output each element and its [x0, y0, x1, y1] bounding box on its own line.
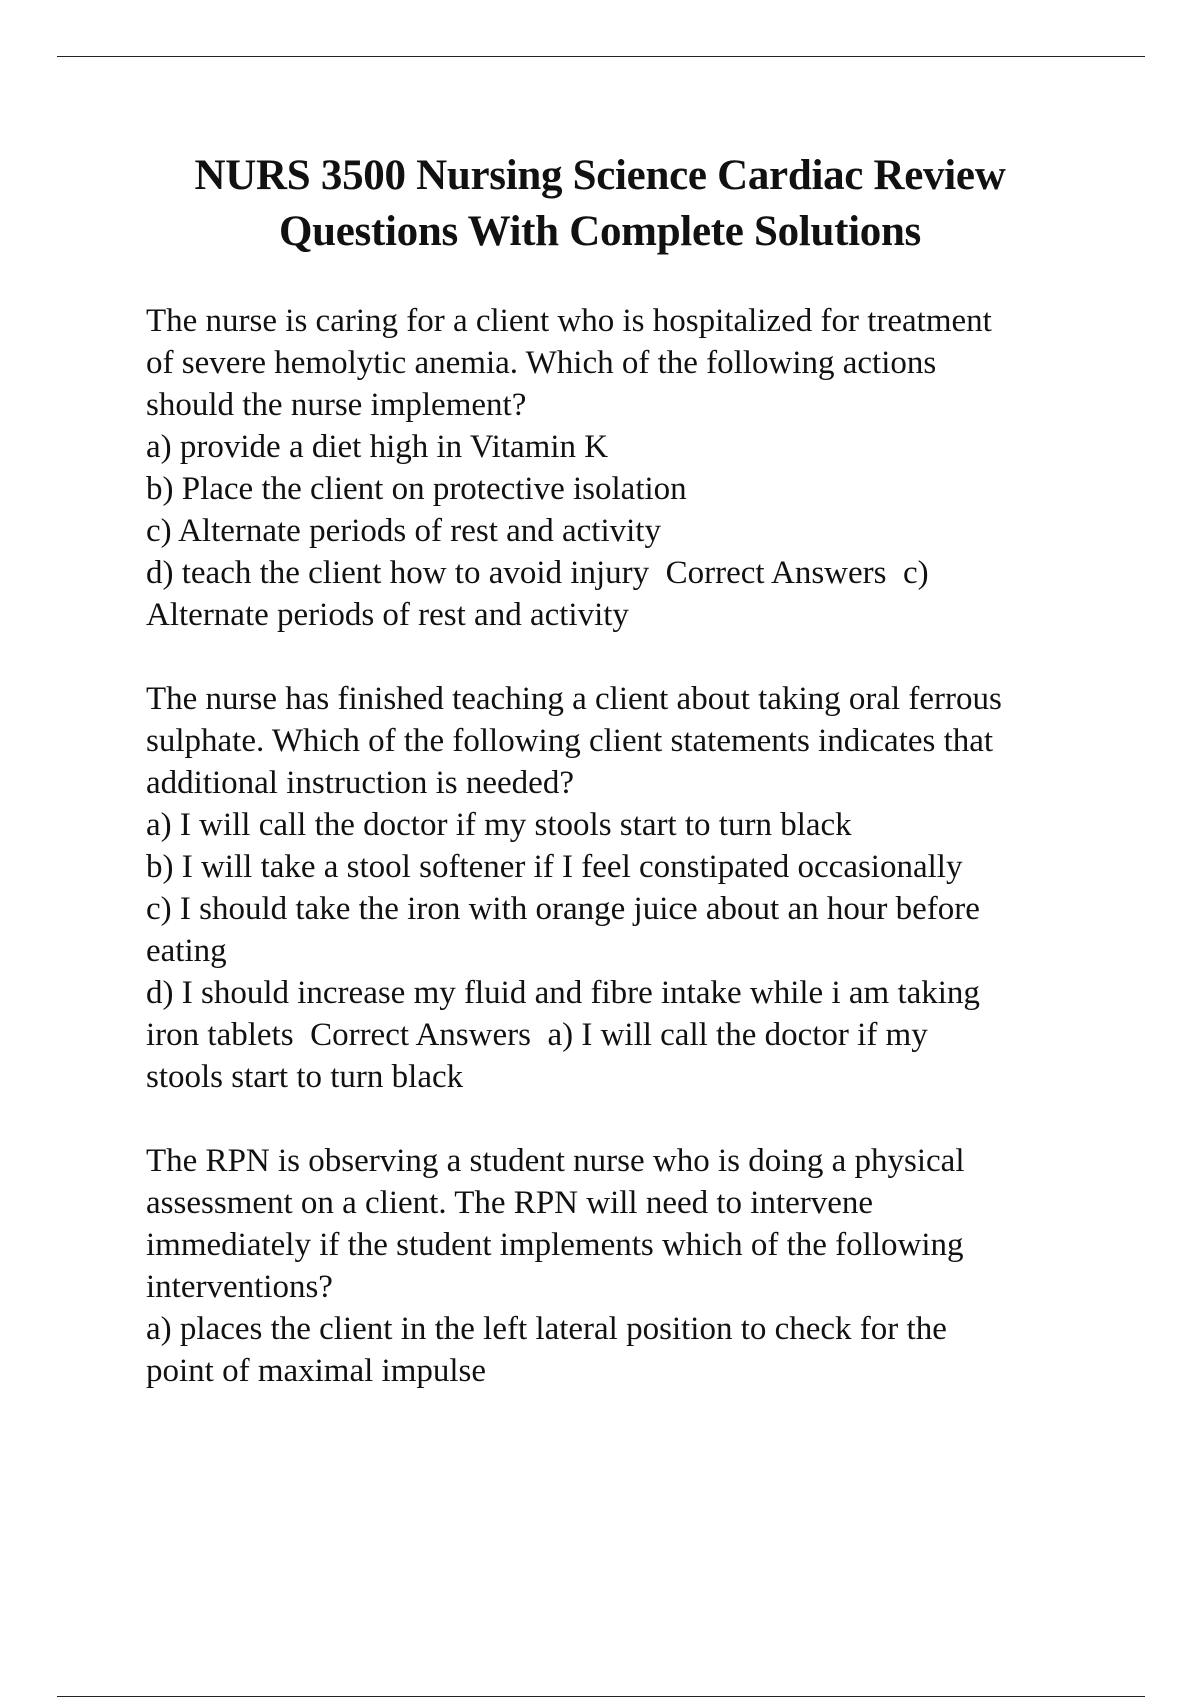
correct-answer-text: c) [902, 555, 929, 591]
question-stem-line: The nurse has finished teaching a client about taking oral ferrous [146, 681, 1002, 717]
question-stem-line: interventions? [146, 1269, 333, 1305]
answer-option: c) Alternate periods of rest and activity [146, 513, 661, 549]
title-line-2: Questions With Complete Solutions [279, 208, 921, 255]
answer-option: a) places the client in the left lateral position to check for the [146, 1311, 947, 1347]
top-rule [57, 56, 1145, 57]
answer-option: c) I should take the iron with orange juice about an hour before [146, 891, 980, 927]
correct-answers-label: Correct Answers [665, 555, 887, 591]
answer-option: a) provide a diet high in Vitamin K [146, 429, 609, 465]
title-line-1: NURS 3500 Nursing Science Cardiac Review [194, 152, 1006, 199]
document-body [146, 300, 1146, 1434]
question-stem-line: of severe hemolytic anemia. Which of the following actions [146, 345, 937, 381]
answer-option: point of maximal impulse [146, 1353, 487, 1389]
correct-answer-text: a) I will call the doctor if my [547, 1017, 928, 1053]
answer-option-line [146, 1014, 1146, 1056]
question-stem-line: The RPN is observing a student nurse who is doing a physical [146, 1143, 965, 1179]
answer-option: iron tablets [146, 1017, 294, 1053]
question-1 [146, 300, 1146, 636]
question-stem-line: assessment on a client. The RPN will need to intervene [146, 1185, 874, 1221]
correct-answers-label: Correct Answers [310, 1017, 531, 1053]
answer-option: a) I will call the doctor if my stools start to turn black [146, 807, 852, 843]
question-stem-line: should the nurse implement? [146, 387, 527, 423]
answer-option: b) Place the client on protective isolation [146, 471, 687, 507]
correct-answer-text: stools start to turn black [146, 1059, 464, 1095]
answer-option-line [146, 552, 1146, 594]
answer-option: d) I should increase my fluid and fibre intake while i am taking [146, 975, 980, 1011]
question-stem-line: The nurse is caring for a client who is hospitalized for treatment [146, 303, 992, 339]
question-stem-line: immediately if the student implements which of the following [146, 1227, 964, 1263]
bottom-rule [57, 1696, 1145, 1697]
answer-option: eating [146, 933, 227, 969]
question-3 [146, 1140, 1146, 1392]
question-stem-line: additional instruction is needed? [146, 765, 574, 801]
question-2 [146, 678, 1146, 1098]
answer-option: b) I will take a stool softener if I feel constipated occasionally [146, 849, 963, 885]
document-title [100, 148, 1100, 260]
question-stem-line: sulphate. Which of the following client statements indicates that [146, 723, 994, 759]
correct-answer-text: Alternate periods of rest and activity [146, 597, 629, 633]
answer-option: d) teach the client how to avoid injury [146, 555, 650, 591]
